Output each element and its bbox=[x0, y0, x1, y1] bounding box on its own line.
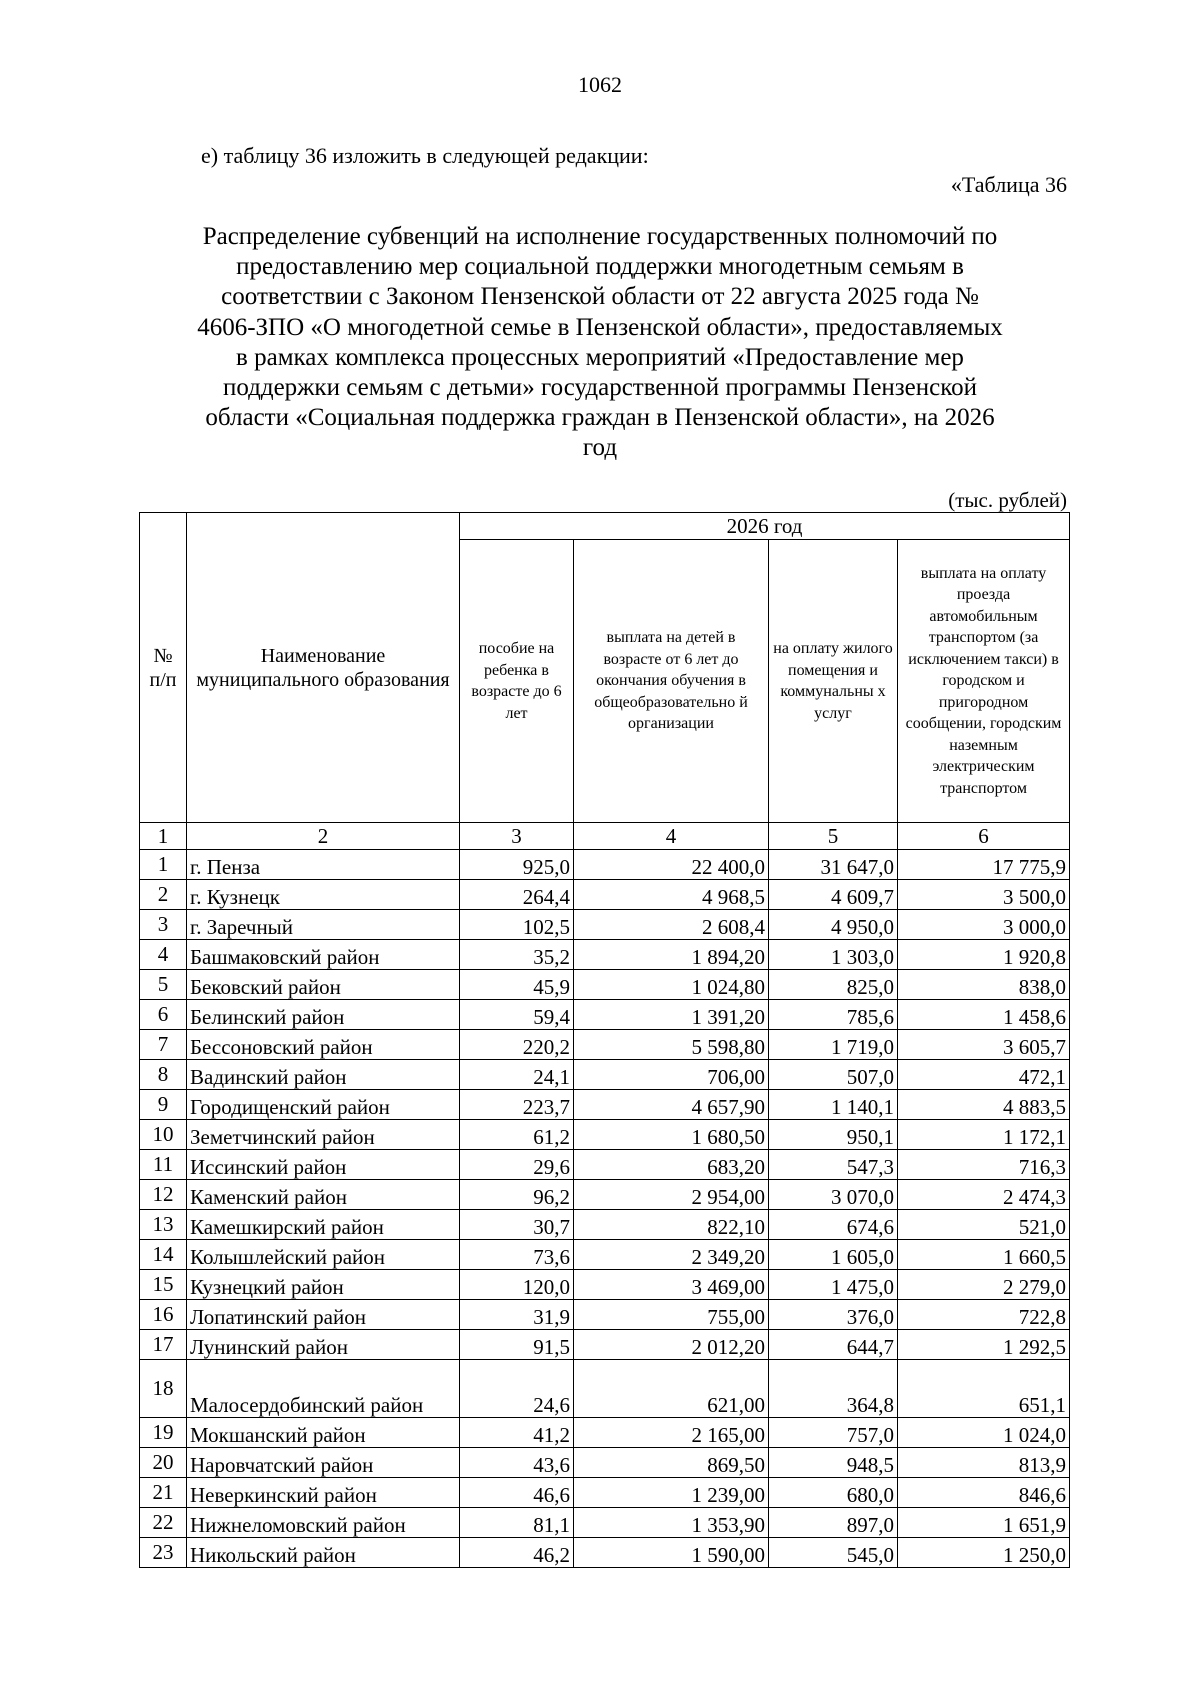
school-payment-value: 5 598,80 bbox=[574, 1030, 769, 1060]
municipality-name: Кузнецкий район bbox=[187, 1270, 460, 1300]
transport-payment-value: 1 660,5 bbox=[898, 1240, 1070, 1270]
municipality-name: Колышлейский район bbox=[187, 1240, 460, 1270]
header-housing-payment: на оплату жилого помещения и коммунальны х услуг bbox=[769, 540, 898, 823]
school-payment-value: 822,10 bbox=[574, 1210, 769, 1240]
transport-payment-value: 3 000,0 bbox=[898, 910, 1070, 940]
housing-payment-value: 950,1 bbox=[769, 1120, 898, 1150]
housing-payment-value: 1 719,0 bbox=[769, 1030, 898, 1060]
document-title bbox=[140, 222, 1060, 464]
transport-payment-value: 1 024,0 bbox=[898, 1418, 1070, 1448]
transport-payment-value: 1 292,5 bbox=[898, 1330, 1070, 1360]
housing-payment-value: 4 950,0 bbox=[769, 910, 898, 940]
row-number: 11 bbox=[140, 1150, 187, 1180]
child-allowance-value: 61,2 bbox=[460, 1120, 574, 1150]
table-row bbox=[140, 1210, 1070, 1240]
housing-payment-value: 364,8 bbox=[769, 1360, 898, 1418]
units-label: (тыс. рублей) bbox=[948, 488, 1067, 512]
school-payment-value: 1 391,20 bbox=[574, 1000, 769, 1030]
transport-payment-value: 722,8 bbox=[898, 1300, 1070, 1330]
row-number: 4 bbox=[140, 940, 187, 970]
school-payment-value: 706,00 bbox=[574, 1060, 769, 1090]
child-allowance-value: 24,1 bbox=[460, 1060, 574, 1090]
housing-payment-value: 1 140,1 bbox=[769, 1090, 898, 1120]
row-number: 15 bbox=[140, 1270, 187, 1300]
school-payment-value: 1 239,00 bbox=[574, 1478, 769, 1508]
transport-payment-value: 521,0 bbox=[898, 1210, 1070, 1240]
municipality-name: Малосердобинский район bbox=[187, 1360, 460, 1418]
school-payment-value: 755,00 bbox=[574, 1300, 769, 1330]
school-payment-value: 1 680,50 bbox=[574, 1120, 769, 1150]
transport-payment-value: 1 651,9 bbox=[898, 1508, 1070, 1538]
school-payment-value: 1 353,90 bbox=[574, 1508, 769, 1538]
header-school-payment: выплата на детей в возрасте от 6 лет до окончания обучения в общеобразовательно й организации bbox=[574, 540, 769, 823]
municipality-name: Каменский район bbox=[187, 1180, 460, 1210]
row-number: 12 bbox=[140, 1180, 187, 1210]
housing-payment-value: 680,0 bbox=[769, 1478, 898, 1508]
school-payment-value: 869,50 bbox=[574, 1448, 769, 1478]
table-row bbox=[140, 1418, 1070, 1448]
child-allowance-value: 102,5 bbox=[460, 910, 574, 940]
school-payment-value: 22 400,0 bbox=[574, 850, 769, 880]
column-number: 4 bbox=[574, 823, 769, 850]
municipality-name: Земетчинский район bbox=[187, 1120, 460, 1150]
school-payment-value: 4 968,5 bbox=[574, 880, 769, 910]
housing-payment-value: 785,6 bbox=[769, 1000, 898, 1030]
page-number: 1062 bbox=[578, 72, 622, 97]
child-allowance-value: 91,5 bbox=[460, 1330, 574, 1360]
table-row bbox=[140, 1030, 1070, 1060]
child-allowance-value: 925,0 bbox=[460, 850, 574, 880]
child-allowance-value: 220,2 bbox=[460, 1030, 574, 1060]
school-payment-value: 2 608,4 bbox=[574, 910, 769, 940]
table-row bbox=[140, 1448, 1070, 1478]
municipality-name: Белинский район bbox=[187, 1000, 460, 1030]
child-allowance-value: 43,6 bbox=[460, 1448, 574, 1478]
table-row bbox=[140, 1508, 1070, 1538]
child-allowance-value: 264,4 bbox=[460, 880, 574, 910]
transport-payment-value: 813,9 bbox=[898, 1448, 1070, 1478]
child-allowance-value: 46,6 bbox=[460, 1478, 574, 1508]
column-number: 6 bbox=[898, 823, 1070, 850]
municipality-name: Бековский район bbox=[187, 970, 460, 1000]
municipality-name: Неверкинский район bbox=[187, 1478, 460, 1508]
housing-payment-value: 948,5 bbox=[769, 1448, 898, 1478]
transport-payment-value: 3 605,7 bbox=[898, 1030, 1070, 1060]
child-allowance-value: 81,1 bbox=[460, 1508, 574, 1538]
title-line: поддержки семьям с детьми» государственной программы Пензенской bbox=[222, 374, 978, 402]
school-payment-value: 683,20 bbox=[574, 1150, 769, 1180]
municipality-name: Мокшанский район bbox=[187, 1418, 460, 1448]
row-number: 10 bbox=[140, 1120, 187, 1150]
municipality-name: Лунинский район bbox=[187, 1330, 460, 1360]
housing-payment-value: 1 605,0 bbox=[769, 1240, 898, 1270]
row-number: 21 bbox=[140, 1478, 187, 1508]
municipality-name: Никольский район bbox=[187, 1538, 460, 1568]
transport-payment-value: 838,0 bbox=[898, 970, 1070, 1000]
row-number: 3 bbox=[140, 910, 187, 940]
municipality-name: Лопатинский район bbox=[187, 1300, 460, 1330]
housing-payment-value: 4 609,7 bbox=[769, 880, 898, 910]
transport-payment-value: 4 883,5 bbox=[898, 1090, 1070, 1120]
table-row bbox=[140, 1060, 1070, 1090]
row-number: 18 bbox=[140, 1360, 187, 1418]
municipality-name: г. Кузнецк bbox=[187, 880, 460, 910]
school-payment-value: 1 024,80 bbox=[574, 970, 769, 1000]
housing-payment-value: 547,3 bbox=[769, 1150, 898, 1180]
intro-text: е) таблицу 36 изложить в следующей редакции: bbox=[201, 143, 649, 168]
child-allowance-value: 24,6 bbox=[460, 1360, 574, 1418]
child-allowance-value: 45,9 bbox=[460, 970, 574, 1000]
table-row bbox=[140, 1330, 1070, 1360]
title-line: Распределение субвенций на исполнение государственных полномочий по bbox=[202, 223, 998, 250]
header-child-allowance: пособие на ребенка в возрасте до 6 лет bbox=[460, 540, 574, 823]
table-row bbox=[140, 1478, 1070, 1508]
child-allowance-value: 35,2 bbox=[460, 940, 574, 970]
row-number: 14 bbox=[140, 1240, 187, 1270]
table-row bbox=[140, 850, 1070, 880]
header-municipality: Наименование муниципального образования bbox=[187, 513, 460, 823]
table-row bbox=[140, 1180, 1070, 1210]
table-row bbox=[140, 1300, 1070, 1330]
table-row bbox=[140, 970, 1070, 1000]
row-number: 8 bbox=[140, 1060, 187, 1090]
table-row bbox=[140, 880, 1070, 910]
housing-payment-value: 1 475,0 bbox=[769, 1270, 898, 1300]
housing-payment-value: 674,6 bbox=[769, 1210, 898, 1240]
table-row bbox=[140, 940, 1070, 970]
table-row bbox=[140, 1000, 1070, 1030]
school-payment-value: 3 469,00 bbox=[574, 1270, 769, 1300]
school-payment-value: 2 165,00 bbox=[574, 1418, 769, 1448]
school-payment-value: 1 590,00 bbox=[574, 1538, 769, 1568]
table-row bbox=[140, 1150, 1070, 1180]
table-row bbox=[140, 1270, 1070, 1300]
title-line: год bbox=[582, 434, 618, 462]
table-row bbox=[140, 1538, 1070, 1568]
row-number: 19 bbox=[140, 1418, 187, 1448]
row-number: 7 bbox=[140, 1030, 187, 1060]
transport-payment-value: 846,6 bbox=[898, 1478, 1070, 1508]
transport-payment-value: 651,1 bbox=[898, 1360, 1070, 1418]
row-number: 1 bbox=[140, 850, 187, 880]
header-number: № п/п bbox=[140, 513, 187, 823]
transport-payment-value: 1 920,8 bbox=[898, 940, 1070, 970]
table-label: «Таблица 36 bbox=[950, 172, 1067, 197]
child-allowance-value: 120,0 bbox=[460, 1270, 574, 1300]
table-row bbox=[140, 910, 1070, 940]
housing-payment-value: 507,0 bbox=[769, 1060, 898, 1090]
child-allowance-value: 30,7 bbox=[460, 1210, 574, 1240]
row-number: 13 bbox=[140, 1210, 187, 1240]
housing-payment-value: 376,0 bbox=[769, 1300, 898, 1330]
table-row bbox=[140, 1090, 1070, 1120]
title-line: 4606-ЗПО «О многодетной семье в Пензенской области», предоставляемых bbox=[197, 313, 1003, 341]
housing-payment-value: 897,0 bbox=[769, 1508, 898, 1538]
row-number: 5 bbox=[140, 970, 187, 1000]
housing-payment-value: 3 070,0 bbox=[769, 1180, 898, 1210]
housing-payment-value: 31 647,0 bbox=[769, 850, 898, 880]
municipality-name: Камешкирский район bbox=[187, 1210, 460, 1240]
child-allowance-value: 41,2 bbox=[460, 1418, 574, 1448]
housing-payment-value: 644,7 bbox=[769, 1330, 898, 1360]
school-payment-value: 2 349,20 bbox=[574, 1240, 769, 1270]
municipality-name: Наровчатский район bbox=[187, 1448, 460, 1478]
housing-payment-value: 825,0 bbox=[769, 970, 898, 1000]
subsidy-table bbox=[139, 512, 1070, 1568]
header-year: 2026 год bbox=[460, 513, 1070, 540]
row-number: 20 bbox=[140, 1448, 187, 1478]
municipality-name: Бессоновский район bbox=[187, 1030, 460, 1060]
transport-payment-value: 472,1 bbox=[898, 1060, 1070, 1090]
child-allowance-value: 29,6 bbox=[460, 1150, 574, 1180]
child-allowance-value: 96,2 bbox=[460, 1180, 574, 1210]
column-number: 1 bbox=[140, 823, 187, 850]
row-number: 2 bbox=[140, 880, 187, 910]
transport-payment-value: 716,3 bbox=[898, 1150, 1070, 1180]
school-payment-value: 2 954,00 bbox=[574, 1180, 769, 1210]
school-payment-value: 2 012,20 bbox=[574, 1330, 769, 1360]
row-number: 22 bbox=[140, 1508, 187, 1538]
transport-payment-value: 3 500,0 bbox=[898, 880, 1070, 910]
table-row bbox=[140, 1360, 1070, 1418]
row-number: 23 bbox=[140, 1538, 187, 1568]
row-number: 16 bbox=[140, 1300, 187, 1330]
school-payment-value: 621,00 bbox=[574, 1360, 769, 1418]
row-number: 6 bbox=[140, 1000, 187, 1030]
header-transport-payment: выплата на оплату проезда автомобильным транспортом (за исключением такси) в городском и пригородном сообщении, городским наземным электрическим транспортом bbox=[898, 540, 1070, 823]
housing-payment-value: 757,0 bbox=[769, 1418, 898, 1448]
municipality-name: Иссинский район bbox=[187, 1150, 460, 1180]
title-line: соответствии с Законом Пензенской области от 22 августа 2025 года № bbox=[221, 283, 979, 311]
municipality-name: г. Заречный bbox=[187, 910, 460, 940]
municipality-name: Нижнеломовский район bbox=[187, 1508, 460, 1538]
housing-payment-value: 545,0 bbox=[769, 1538, 898, 1568]
column-number: 2 bbox=[187, 823, 460, 850]
title-line: в рамках комплекса процессных мероприятий «Предоставление мер bbox=[236, 343, 964, 371]
transport-payment-value: 1 172,1 bbox=[898, 1120, 1070, 1150]
table-row bbox=[140, 1120, 1070, 1150]
child-allowance-value: 31,9 bbox=[460, 1300, 574, 1330]
school-payment-value: 4 657,90 bbox=[574, 1090, 769, 1120]
housing-payment-value: 1 303,0 bbox=[769, 940, 898, 970]
transport-payment-value: 2 279,0 bbox=[898, 1270, 1070, 1300]
table-body bbox=[140, 850, 1070, 1568]
child-allowance-value: 73,6 bbox=[460, 1240, 574, 1270]
child-allowance-value: 223,7 bbox=[460, 1090, 574, 1120]
child-allowance-value: 46,2 bbox=[460, 1538, 574, 1568]
row-number: 17 bbox=[140, 1330, 187, 1360]
table-row bbox=[140, 1240, 1070, 1270]
transport-payment-value: 1 250,0 bbox=[898, 1538, 1070, 1568]
row-number: 9 bbox=[140, 1090, 187, 1120]
title-line: предоставлению мер социальной поддержки многодетным семьям в bbox=[236, 253, 964, 281]
transport-payment-value: 1 458,6 bbox=[898, 1000, 1070, 1030]
municipality-name: Городищенский район bbox=[187, 1090, 460, 1120]
transport-payment-value: 17 775,9 bbox=[898, 850, 1070, 880]
transport-payment-value: 2 474,3 bbox=[898, 1180, 1070, 1210]
school-payment-value: 1 894,20 bbox=[574, 940, 769, 970]
municipality-name: г. Пенза bbox=[187, 850, 460, 880]
municipality-name: Башмаковский район bbox=[187, 940, 460, 970]
title-line: области «Социальная поддержка граждан в Пензенской области», на 2026 bbox=[205, 404, 995, 432]
child-allowance-value: 59,4 bbox=[460, 1000, 574, 1030]
column-number: 5 bbox=[769, 823, 898, 850]
column-number: 3 bbox=[460, 823, 574, 850]
municipality-name: Вадинский район bbox=[187, 1060, 460, 1090]
